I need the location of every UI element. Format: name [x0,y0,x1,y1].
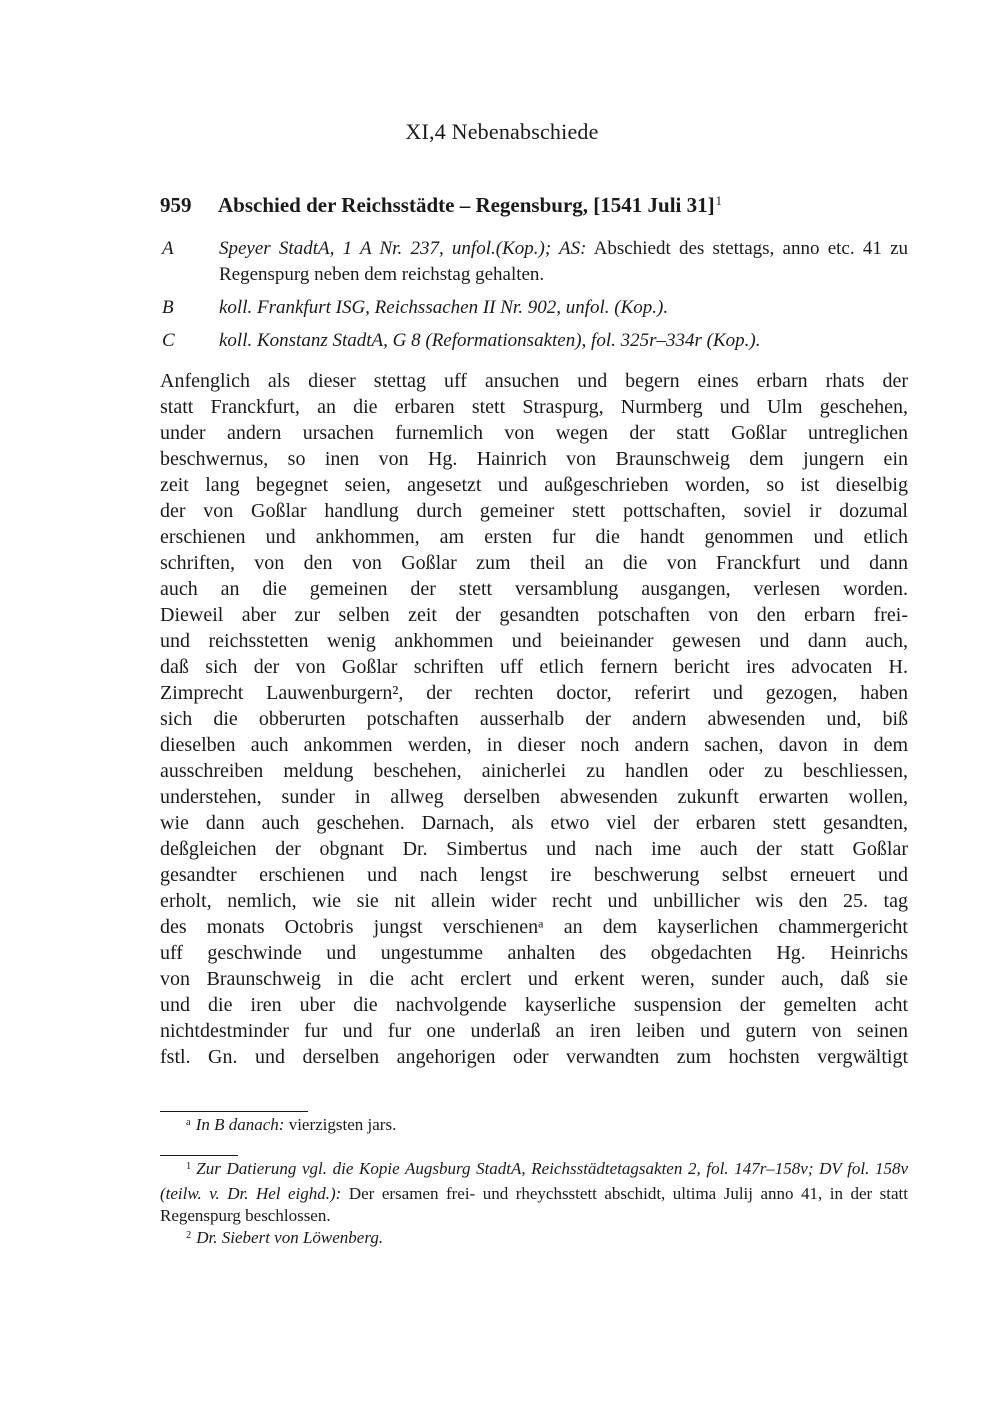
text-line: beschwernus, so inen von Hg. Hainrich von Braunschweig dem jungern ein [160,448,908,470]
source-sigle-roman: Abschiedt des stettags, anno etc. 41 zu Regenspurg neben dem reichstag gehalten. [219,238,909,285]
source-sigle-italic: koll. Konstanz StadtA, G 8 (Reformationsakten), fol. 325r–334r (Kop.). [219,330,761,351]
source-sigle-italic: Speyer StadtA, 1 A Nr. 237, unfol.(Kop.); AS: [219,238,587,259]
text-line: und reichsstetten wenig ankhommen und beieinander gewesen und dann auch, [160,630,908,652]
text-line: Anfenglich als dieser stettag uff ansuchen und begern eines erbarn rhats der [160,370,908,392]
running-header: XI,4 Nebenabschiede [405,119,599,144]
source-row-a [160,236,908,288]
entry-title [218,193,722,217]
entry-heading [160,191,908,222]
source-text-b [219,297,668,318]
text-line: und die iren uber die nachvolgende kayserliche suspension der gemelten acht [160,994,908,1016]
text-line: understehen, sunder in allweg derselben abwesenden zukunft erwarten wollen, [160,786,908,808]
entry-number: 959 [160,193,192,217]
text-line: der von Goßlar handlung durch gemeiner stett pottschaften, soviel ir dozumal [160,500,908,522]
source-label-c: C [162,330,175,351]
text-line: wie dann auch geschehen. Darnach, als etwo viel der erbaren stett gesandten, [160,812,908,834]
commentary-footnote-1 [160,1158,908,1227]
apparatus-note-roman: vierzigsten jars. [288,1115,397,1134]
main-text [160,368,908,1070]
text-line: zeit lang begegnet seien, angesetzt und außgeschrieben worden, so ist dieselbig [160,474,908,496]
footnote-marker-a: a [186,1116,191,1128]
commentary-note-2-italic: Dr. Siebert von Löwenberg. [196,1228,384,1247]
text-line: fstl. Gn. und derselben angehorigen oder verwandten zum hochsten vergwältigt [160,1046,908,1068]
footnote-marker-1: 1 [186,1160,192,1172]
commentary-footnote-2 [160,1227,908,1252]
source-row-c [160,328,908,354]
text-line: des monats Octobris jungst verschienenᵃ an dem kayserlichen chammergericht [160,916,908,938]
source-label-b: B [162,297,174,318]
apparatus-footnote-a [160,1114,908,1139]
source-list [160,236,908,361]
source-row-b [160,295,908,321]
source-label-a: A [162,238,174,259]
text-line: Dieweil aber zur selben zeit der gesandten potschaften von den erbarn frei- [160,604,908,626]
text-line: ausschreiben meldung beschehen, ainicherlei zu handlen oder zu beschliessen, [160,760,908,782]
text-line: von Braunschweig in die acht erclert und erkent weren, sunder auch, daß sie [160,968,908,990]
source-sigle-italic: koll. Frankfurt ISG, Reichssachen II Nr. 902, unfol. (Kop.). [219,297,669,318]
source-text-c [219,330,760,351]
text-line: statt Franckfurt, an die erbaren stett Straspurg, Nurmberg und Ulm geschehen, [160,396,908,418]
commentary-separator-rule [160,1155,238,1156]
entry-title-label: Abschied der Reichsstädte – Regensburg, [1541 Juli 31] [218,193,715,217]
text-line: Zimprecht Lauwenburgern², der rechten doctor, referirt und gezogen, haben [160,682,908,704]
text-line: dieselben auch ankommen werden, in dieser noch andern sachen, davon in dem [160,734,908,756]
apparatus-footnote-a-text [160,1114,908,1139]
text-line: gesandter erschienen und nach lengst ire beschwerung selbst erneuert und [160,864,908,886]
text-line: daß sich der von Goßlar schriften uff etlich fernern bericht ires advocaten H. [160,656,908,678]
footnote-ref-1: 1 [715,194,722,209]
text-line: sich die obberurten potschaften ausserhalb der andern abwesenden und, biß [160,708,908,730]
text-line: schriften, von den von Goßlar zum theil an die von Franckfurt und dann [160,552,908,574]
text-line: deßgleichen der obgnant Dr. Simbertus und nach ime auch der statt Goßlar [160,838,908,860]
commentary-note-1-italic: Zur Datierung vgl. die Kopie Augsburg StadtA, Reichsstädtetagsakten 2, fol. 147r–158v; DV fol. 158v (teilw. v. Dr. Hel eighd.): [160,1159,908,1203]
text-line: erschienen und ankhommen, am ersten fur die handt genommen und etlich [160,526,908,548]
text-line: uff geschwinde und ungestumme anhalten des obgedachten Hg. Heinrichs [160,942,908,964]
apparatus-separator-rule [160,1111,308,1112]
text-line: erholt, nemlich, wie sie nit allein wider recht und unbillicher wis den 25. tag [160,890,908,912]
text-line: nichtdestminder fur und fur one underlaß an iren leiben und gutern von seinen [160,1020,908,1042]
text-line: under andern ursachen furnemlich von wegen der statt Goßlar untreglichen [160,422,908,444]
commentary-footnotes [160,1158,908,1252]
source-text-a [219,238,908,285]
footnote-marker-2: 2 [186,1229,192,1241]
apparatus-note-italic: In B danach: [195,1115,285,1134]
commentary-note-1-roman: Der ersamen frei- und rheychsstett abschidt, ultima Julij anno 41, in der statt Regenspurg beschlossen. [160,1184,909,1225]
text-line: auch an die gemeinen der stett versamblung ausgangen, verlesen worden. [160,578,908,600]
